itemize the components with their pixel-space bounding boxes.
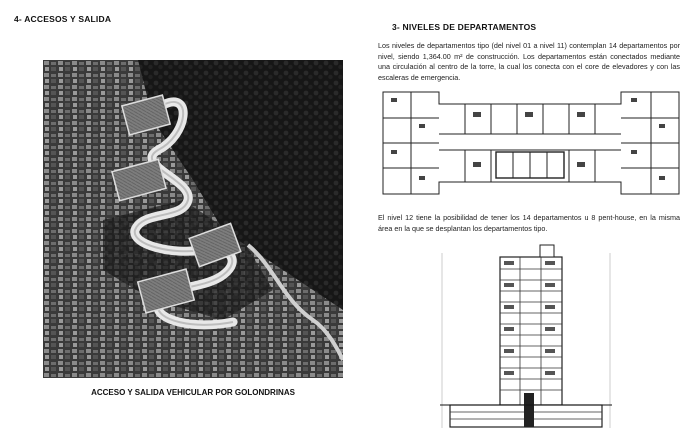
levels-description: Los niveles de departamentos tipo (del nivel 01 a nivel 11) contemplan 14 departamentos por nivel, siendo 1,364.00 m² de construcción. Los departamentos están conectados mediante una circulación al centro de la torre, la cual los conecta con el core de elevadores y con las escaleras de emergencia. [378, 41, 680, 82]
photo-caption: ACCESO Y SALIDA VEHICULAR POR GOLONDRINAS [91, 388, 295, 397]
building-section-drawing [440, 243, 612, 433]
typical-floor-plan [381, 88, 681, 198]
level-12-description: El nivel 12 tiene la posibilidad de tener los 14 departamentos u 8 pent-house, en la misma área en la que se desplantan los departamentos tipo. [378, 213, 680, 233]
section-heading-niveles: 3- NIVELES DE DEPARTAMENTOS [392, 22, 537, 32]
aerial-site-photo [43, 60, 343, 378]
section-heading-accesos: 4- ACCESOS Y SALIDA [14, 14, 112, 24]
